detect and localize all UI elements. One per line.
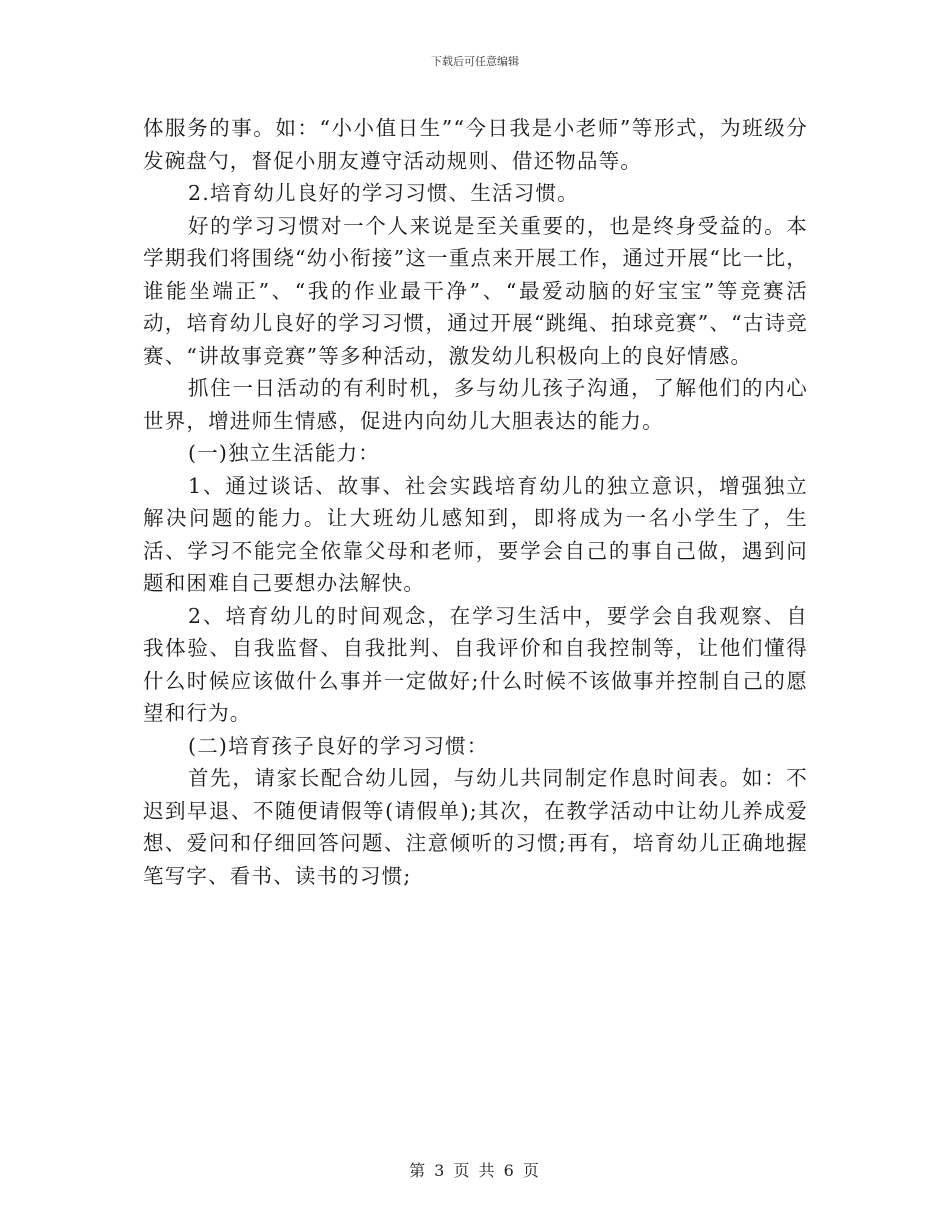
section-heading-2: (二)培育孩子良好的学习习惯： (188, 733, 489, 758)
paragraph-4: 抓住一日活动的有利时机，多与幼儿孩子沟通，了解他们的内心世界，增进师生情感，促进内向幼儿大胆表达的能力。 (143, 376, 808, 433)
page-header: 下载后可任意编辑 (431, 55, 519, 68)
paragraph-3: 好的学习习惯对一个人来说是至关重要的，也是终身受益的。本学期我们将围绕“幼小衔接”这一重点来开展工作，通过开展“比一比，谁能坐端正”、“我的作业最干净”、“最爱动脑的好宝宝”等竞赛活动，培育幼儿良好的学习习惯，通过开展“跳绳、拍球竞赛”、“古诗竞赛、“讲故事竞赛”等多种活动，激发幼儿积极向上的良好情感。 (143, 213, 808, 368)
paragraph-5: 1、通过谈话、故事、社会实践培育幼儿的独立意识，增强独立解决问题的能力。让大班幼儿感知到，即将成为一名小学生了，生活、学习不能完全依靠父母和老师，要学会自己的事自己做，遇到问题和困难自己要想办法解快。 (143, 473, 808, 595)
paragraph-7: 首先，请家长配合幼儿园，与幼儿共同制定作息时间表。如：不迟到早退、不随便请假等(请假单);其次，在教学活动中让幼儿养成爱想、爱问和仔细回答问题、注意倾听的习惯;再有，培育幼儿正确地握笔写字、看书、读书的习惯; (143, 766, 808, 888)
document-body (143, 112, 808, 892)
paragraph-1: 体服务的事。如：“小小值日生”“今日我是小老师”等形式，为班级分发碗盘勺，督促小朋友遵守活动规则、借还物品等。 (143, 116, 808, 173)
page-footer: 第 3 页 共 6 页 (409, 1161, 541, 1180)
paragraph-6: 2、培育幼儿的时间观念，在学习生活中，要学会自我观察、自我体验、自我监督、自我批判、自我评价和自我控制等，让他们懂得什么时候应该做什么事并一定做好;什么时候不该做事并控制自己的愿望和行为。 (143, 603, 808, 725)
paragraph-2-heading: 2.培育幼儿良好的学习习惯、生活习惯。 (188, 181, 579, 205)
section-heading-1: (一)独立生活能力： (188, 441, 380, 465)
